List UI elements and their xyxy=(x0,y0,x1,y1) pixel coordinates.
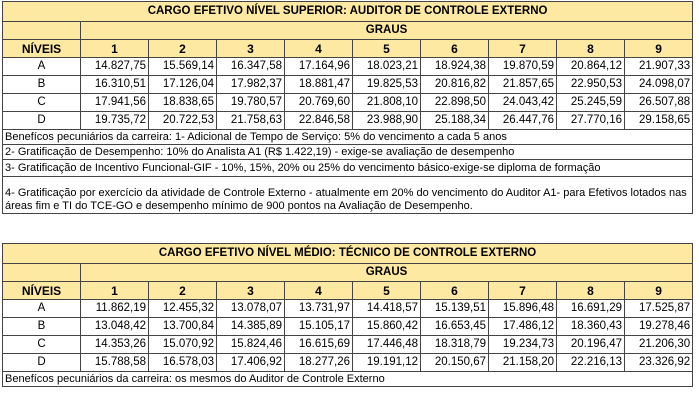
salary-cell: 19.278,46 xyxy=(625,318,693,336)
salary-cell: 14.353,26 xyxy=(81,336,149,354)
level-cell: A xyxy=(3,300,81,318)
salary-cell: 21.158,20 xyxy=(489,354,557,372)
level-cell: C xyxy=(3,94,81,112)
grade-header: 2 xyxy=(149,282,217,300)
salary-cell: 17.164,96 xyxy=(285,58,353,76)
table-row xyxy=(3,300,693,318)
grade-header: 4 xyxy=(285,282,353,300)
corner-cell xyxy=(3,22,81,40)
level-cell: D xyxy=(3,112,81,130)
grade-header: 3 xyxy=(217,282,285,300)
salary-cell: 20.150,67 xyxy=(421,354,489,372)
salary-cell: 16.615,69 xyxy=(285,336,353,354)
salary-cell: 20.196,47 xyxy=(557,336,625,354)
salary-cell: 18.277,26 xyxy=(285,354,353,372)
salary-cell: 16.653,45 xyxy=(421,318,489,336)
level-cell: A xyxy=(3,58,81,76)
salary-cell: 15.824,46 xyxy=(217,336,285,354)
salary-cell: 15.860,42 xyxy=(353,318,421,336)
grade-header: 1 xyxy=(81,40,149,58)
salary-cell: 25.245,59 xyxy=(557,94,625,112)
table-medio xyxy=(2,243,693,387)
salary-cell: 18.838,65 xyxy=(149,94,217,112)
grade-header: 8 xyxy=(557,282,625,300)
table-row xyxy=(3,76,693,94)
level-cell: B xyxy=(3,76,81,94)
salary-cell: 13.700,84 xyxy=(149,318,217,336)
corner-cell xyxy=(3,264,81,282)
table-row xyxy=(3,112,693,130)
salary-cell: 19.825,53 xyxy=(353,76,421,94)
salary-cell: 17.406,92 xyxy=(217,354,285,372)
level-cell: D xyxy=(3,354,81,372)
salary-cell: 15.569,14 xyxy=(149,58,217,76)
salary-cell: 15.788,58 xyxy=(81,354,149,372)
table-row xyxy=(3,58,693,76)
salary-cell: 25.188,34 xyxy=(421,112,489,130)
grade-header: 7 xyxy=(489,282,557,300)
table-row xyxy=(3,94,693,112)
salary-cell: 18.924,38 xyxy=(421,58,489,76)
grade-header: 9 xyxy=(625,282,693,300)
table-row xyxy=(3,336,693,354)
salary-cell: 20.816,82 xyxy=(421,76,489,94)
salary-cell: 21.758,63 xyxy=(217,112,285,130)
salary-cell: 22.950,53 xyxy=(557,76,625,94)
niveis-header: NÍVEIS xyxy=(3,282,81,300)
salary-cell: 19.191,12 xyxy=(353,354,421,372)
salary-cell: 22.846,58 xyxy=(285,112,353,130)
header-row xyxy=(3,282,693,300)
benefit-note: 3- Gratificação de Incentivo Funcional-GIF - 10%, 15%, 20% ou 25% do vencimento básico-exige-se diploma de formação xyxy=(3,160,693,177)
grade-header: 7 xyxy=(489,40,557,58)
niveis-header: NÍVEIS xyxy=(3,40,81,58)
salary-cell: 24.098,07 xyxy=(625,76,693,94)
salary-cell: 23.326,92 xyxy=(625,354,693,372)
benefit-note: 2- Gratificação de Desempenho: 10% do Analista A1 (R$ 1.422,19) - exige-se avaliação de desempenho xyxy=(3,145,693,160)
salary-cell: 20.722,53 xyxy=(149,112,217,130)
salary-cell: 29.158,65 xyxy=(625,112,693,130)
salary-cell: 18.318,79 xyxy=(421,336,489,354)
table-row xyxy=(3,318,693,336)
grade-header: 2 xyxy=(149,40,217,58)
salary-cell: 17.525,87 xyxy=(625,300,693,318)
salary-cell: 18.881,47 xyxy=(285,76,353,94)
table-row xyxy=(3,354,693,372)
salary-cell: 20.769,60 xyxy=(285,94,353,112)
salary-cell: 14.385,89 xyxy=(217,318,285,336)
salary-cell: 16.691,29 xyxy=(557,300,625,318)
graus-header: GRAUS xyxy=(81,264,693,282)
salary-cell: 22.898,50 xyxy=(421,94,489,112)
salary-cell: 13.048,42 xyxy=(81,318,149,336)
grade-header: 4 xyxy=(285,40,353,58)
salary-cell: 18.360,43 xyxy=(557,318,625,336)
table-title: CARGO EFETIVO NÍVEL MÉDIO: TÉCNICO DE CONTROLE EXTERNO xyxy=(3,244,693,264)
grade-header: 5 xyxy=(353,40,421,58)
salary-cell: 17.982,37 xyxy=(217,76,285,94)
grade-header: 6 xyxy=(421,40,489,58)
salary-cell: 21.907,33 xyxy=(625,58,693,76)
salary-cell: 11.862,19 xyxy=(81,300,149,318)
salary-cell: 17.941,56 xyxy=(81,94,149,112)
salary-cell: 16.310,51 xyxy=(81,76,149,94)
salary-cell: 15.139,51 xyxy=(421,300,489,318)
salary-cell: 16.578,03 xyxy=(149,354,217,372)
grade-header: 6 xyxy=(421,282,489,300)
salary-cell: 21.857,65 xyxy=(489,76,557,94)
salary-cell: 19.870,59 xyxy=(489,58,557,76)
salary-cell: 19.735,72 xyxy=(81,112,149,130)
salary-cell: 15.896,48 xyxy=(489,300,557,318)
salary-cell: 17.486,12 xyxy=(489,318,557,336)
salary-cell: 17.446,48 xyxy=(353,336,421,354)
level-cell: C xyxy=(3,336,81,354)
table-superior xyxy=(2,1,693,214)
salary-cell: 16.347,58 xyxy=(217,58,285,76)
salary-cell: 13.078,07 xyxy=(217,300,285,318)
salary-cell: 26.447,76 xyxy=(489,112,557,130)
grade-header: 3 xyxy=(217,40,285,58)
salary-cell: 15.070,92 xyxy=(149,336,217,354)
salary-cell: 20.864,12 xyxy=(557,58,625,76)
grade-header: 5 xyxy=(353,282,421,300)
salary-cell: 14.418,57 xyxy=(353,300,421,318)
grade-header: 9 xyxy=(625,40,693,58)
salary-cell: 18.023,21 xyxy=(353,58,421,76)
table-title: CARGO EFETIVO NÍVEL SUPERIOR: AUDITOR DE CONTROLE EXTERNO xyxy=(3,2,693,22)
header-row xyxy=(3,40,693,58)
salary-cell: 13.731,97 xyxy=(285,300,353,318)
salary-cell: 19.234,73 xyxy=(489,336,557,354)
graus-header: GRAUS xyxy=(81,22,693,40)
salary-cell: 23.988,90 xyxy=(353,112,421,130)
salary-cell: 17.126,04 xyxy=(149,76,217,94)
grade-header: 1 xyxy=(81,282,149,300)
salary-cell: 21.808,10 xyxy=(353,94,421,112)
grade-header: 8 xyxy=(557,40,625,58)
benefit-note: Benefícos pecuniários da carreira: 1- Adicional de Tempo de Serviço: 5% do vencimento a cada 5 anos xyxy=(3,130,693,145)
benefit-note: Benefícos pecuniários da carreira: os mesmos do Auditor de Controle Externo xyxy=(3,372,693,387)
salary-cell: 22.216,13 xyxy=(557,354,625,372)
salary-cell: 24.043,42 xyxy=(489,94,557,112)
benefit-note: 4- Gratificação por exercício da atividade de Controle Externo - atualmente em 20% do vencimento do Auditor A1- para Efetivos lotados nas áreas fim e TI do TCE-GO e desempenho mínimo de 900 pontos na Avaliação de Desempenho. xyxy=(3,177,693,214)
salary-cell: 27.770,16 xyxy=(557,112,625,130)
salary-cell: 15.105,17 xyxy=(285,318,353,336)
salary-cell: 26.507,88 xyxy=(625,94,693,112)
level-cell: B xyxy=(3,318,81,336)
salary-cell: 21.206,30 xyxy=(625,336,693,354)
salary-cell: 19.780,57 xyxy=(217,94,285,112)
salary-cell: 14.827,75 xyxy=(81,58,149,76)
salary-cell: 12.455,32 xyxy=(149,300,217,318)
